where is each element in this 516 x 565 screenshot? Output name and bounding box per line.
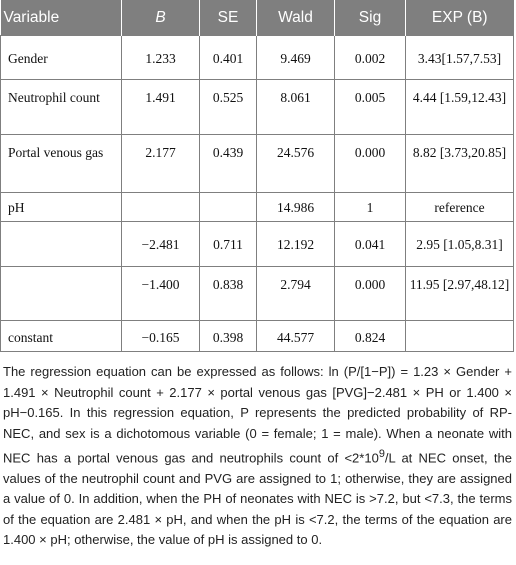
cell-exp-b: 8.82 [3.73,20.85]: [406, 135, 514, 193]
header-variable: Variable: [1, 0, 122, 36]
cell-se: 0.398: [200, 321, 257, 352]
header-exp-b: EXP (B): [406, 0, 514, 36]
header-sig: Sig: [335, 0, 406, 36]
header-b: B: [122, 0, 200, 36]
cell-se: 0.838: [200, 267, 257, 321]
table-row: [1, 36, 514, 80]
header-se: SE: [200, 0, 257, 36]
cell-variable: constant: [1, 321, 122, 352]
cell-sig: 0.000: [335, 135, 406, 193]
cell-exp-b: [406, 321, 514, 352]
cell-sig: 1: [335, 193, 406, 222]
cell-wald: 12.192: [257, 222, 335, 267]
cell-exp-b: 11.95 [2.97,48.12]: [406, 267, 514, 321]
cell-wald: 24.576: [257, 135, 335, 193]
cell-se: [200, 193, 257, 222]
cell-variable: Portal venous gas: [1, 135, 122, 193]
cell-exp-b: 2.95 [1.05,8.31]: [406, 222, 514, 267]
cell-b: 1.491: [122, 80, 200, 135]
cell-se: 0.401: [200, 36, 257, 80]
cell-wald: 14.986: [257, 193, 335, 222]
table-footnote: [3, 362, 512, 551]
cell-variable: [1, 222, 122, 267]
cell-exp-b: 3.43[1.57,7.53]: [406, 36, 514, 80]
table-row: [1, 222, 514, 267]
cell-exp-b: 4.44 [1.59,12.43]: [406, 80, 514, 135]
table-row: [1, 193, 514, 222]
cell-b: 1.233: [122, 36, 200, 80]
cell-wald: 44.577: [257, 321, 335, 352]
cell-wald: 8.061: [257, 80, 335, 135]
cell-wald: 2.794: [257, 267, 335, 321]
cell-variable: [1, 267, 122, 321]
table-row: [1, 135, 514, 193]
cell-sig: 0.002: [335, 36, 406, 80]
cell-b: −0.165: [122, 321, 200, 352]
cell-variable: Gender: [1, 36, 122, 80]
table-header-row: [1, 0, 514, 36]
table-row: [1, 321, 514, 352]
cell-b: [122, 193, 200, 222]
cell-sig: 0.041: [335, 222, 406, 267]
cell-exp-b: reference: [406, 193, 514, 222]
table-row: [1, 80, 514, 135]
cell-b: 2.177: [122, 135, 200, 193]
cell-wald: 9.469: [257, 36, 335, 80]
table-row: [1, 267, 514, 321]
cell-sig: 0.005: [335, 80, 406, 135]
cell-sig: 0.000: [335, 267, 406, 321]
cell-se: 0.439: [200, 135, 257, 193]
cell-b: −1.400: [122, 267, 200, 321]
cell-b: −2.481: [122, 222, 200, 267]
footnote-text-part1: The regression equation can be expressed as follows: ln (P/[1−P]) = 1.23 × Gender + 1.491 × Neutrophil count + 2.177 × portal venous gas [PVG]−2.481 × PH or 1.400 × pH−0.165. In this regression equation, P represents the predicted probability of RP-NEC, and sex is a dichotomous variable (0 = female; 1 = male). When a neonate with NEC has a portal venous gas and neutrophils count of <2*10: [3, 364, 512, 466]
cell-variable: Neutrophil count: [1, 80, 122, 135]
footnote-text-part2: /L at NEC onset, the values of the neutrophil count and PVG are assigned to 1; otherwise, they are assigned a value of 0. In addition, when the PH of neonates with NEC is >7.2, but <7.3, the terms of the equation are 2.481 × pH, and when the pH is <7.2, the terms of the equation are 1.400 × pH; otherwise, the value of pH is assigned to 0.: [3, 450, 512, 548]
cell-sig: 0.824: [335, 321, 406, 352]
cell-variable: pH: [1, 193, 122, 222]
cell-se: 0.711: [200, 222, 257, 267]
footnote-superscript: 9: [378, 448, 385, 460]
cell-se: 0.525: [200, 80, 257, 135]
header-wald: Wald: [257, 0, 335, 36]
